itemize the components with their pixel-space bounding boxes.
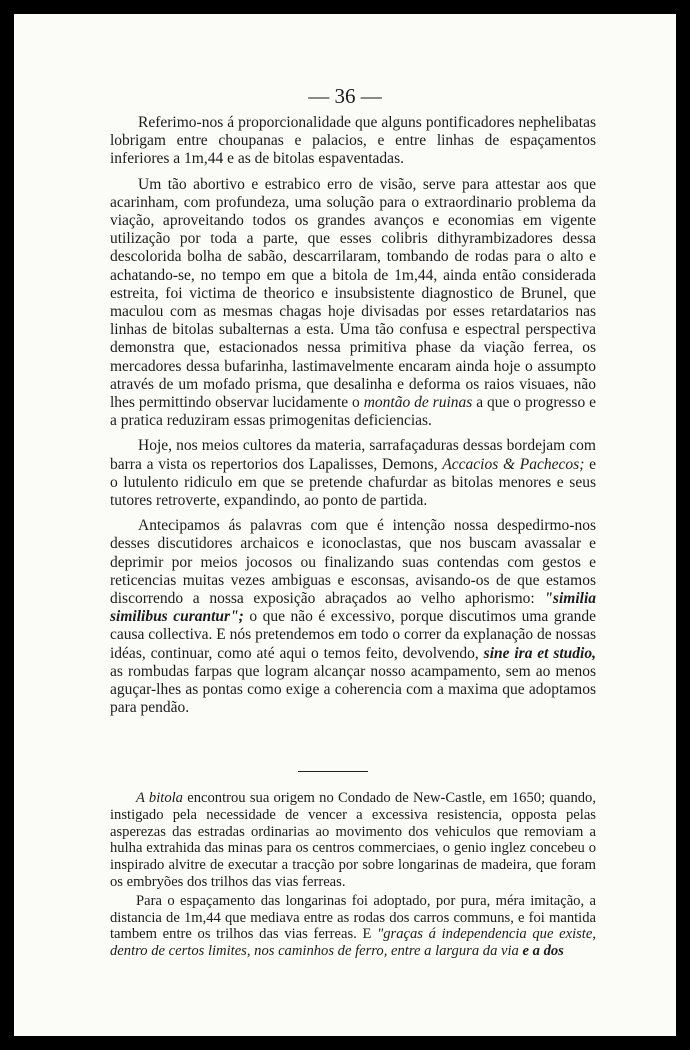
paragraph xyxy=(110,176,596,431)
bold-italic-text-segment: "similia similibus curantur"; xyxy=(110,590,596,626)
page-number: — 36 — xyxy=(308,84,382,108)
italic-text-segment: montão de ruinas xyxy=(363,394,473,412)
paragraph xyxy=(110,114,596,169)
document-page xyxy=(14,14,676,1036)
italic-text-segment: A bitola xyxy=(136,790,183,806)
bold-italic-text-segment: sine ira et studio, xyxy=(483,644,596,662)
text-segment: Para o espaçamento das longarinas foi adoptado, por pura, méra imitação, a distancia de 1m,44 que mediava entre as rodas dos carros communs, e foi mantida tambem entre os trilhos das vias ferreas. E xyxy=(110,892,596,943)
paragraph xyxy=(110,437,596,510)
bold-italic-text-segment: e a dos xyxy=(518,943,564,960)
text-segment: o que não é excessivo, porque discutimos uma grande causa collectiva. E nós pretendemos em todo o correr da explanação de nossas idéas, continuar, como até aqui o temos feito, devolvendo, xyxy=(110,608,596,662)
footnote-paragraph xyxy=(110,790,596,891)
text-segment: Referimo-nos á proporcionalidade que alguns pontificadores nephelibatas lobrigam entre choupanas e palacios, e entre linhas de espaçamentos inferiores a 1m,44 e as de bitolas espaventadas. xyxy=(110,114,596,168)
paragraph xyxy=(110,517,596,717)
text-segment: Um tão abortivo e estrabico erro de visão, serve para attestar aos que acarinham, com profundeza, uma solução para o extraordinario problema da viação, aproveitando todos os grandes avanços e economias em vigente utilização por toda a parte, que esses colibris dithyrambizadores dessa descolorida bolha de sabão, descarrilaram, tombando de rodas para o alto e achatando-se, no tempo em que a bitola de 1m,44, ainda então considerada estreita, foi victima de theorico e insubsistente diagnostico de Brunel, que maculou com as mesmas chagas hoje divisadas por esses retardatarios nas linhas de bitolas subalternas a esta. Uma tão confusa e espectral perspectiva demonstra que, estacionados nessa primitiva phase da viação ferrea, os mercadores dessa bufarinha, lastimavelmente encaram ainda hoje o assumpto através de um mofado prisma, que desalinha e deforma os raios visuaes, não lhes permittindo observar lucidamente o xyxy=(110,175,596,412)
text-segment: as rombudas farpas que logram alcançar nosso acampamento, sem ao menos aguçar-lhes as pontas como exige a coherencia com a maxima que adoptamos para pendão. xyxy=(110,662,596,717)
footnote-paragraph xyxy=(110,893,596,960)
footnote-text xyxy=(110,790,596,962)
text-segment: e o lutulento ridiculo em que se pretende chafurdar as bitolas menores e seus tutores retroverte, expandindo, ao ponto de partida. xyxy=(110,455,596,510)
italic-text-segment: "graças á independencia que existe, dentro de certos limites, nos caminhos de ferro, entre a largura da via xyxy=(110,926,596,960)
text-segment: a que o progresso e a pratica reduziram essas primogenitas deficiencias. xyxy=(110,394,597,430)
main-text xyxy=(110,114,596,725)
section-divider xyxy=(298,771,368,772)
text-segment: Antecipamos ás palavras com que é intenção nossa despedirmo-nos desses discutidores archaicos e iconoclastas, que nos buscam avassalar e deprimir por meios jocosos ou finalizando suas contendas com gestos e reticencias muitas vezes ambiguas e esconsas, avisando-os de que estamos discorrendo a nossa exposição abraçados ao velho aphorismo: xyxy=(110,517,596,608)
text-segment: encontrou sua origem no Condado de New-Castle, em 1650; quando, instigado pela necessidade de vencer a excessiva resistencia, opposta pelas asperezas das estradas ordinarias ao movimento dos vehiculos que removiam a hulha extrahida das minas para os centros commerciaes, o genio inglez concebeu o inspirado alvitre de executar a tracção por sobre longarinas de madeira, que foram os embryões dos trilhos das vias ferreas. xyxy=(110,790,596,890)
text-segment: Hoje, nos meios cultores da materia, sarrafaçaduras dessas bordejam com barra a vista os repertorios dos Lapalisses, Demons, xyxy=(110,437,596,473)
italic-text-segment: Accacios & Pachecos; xyxy=(442,455,585,473)
